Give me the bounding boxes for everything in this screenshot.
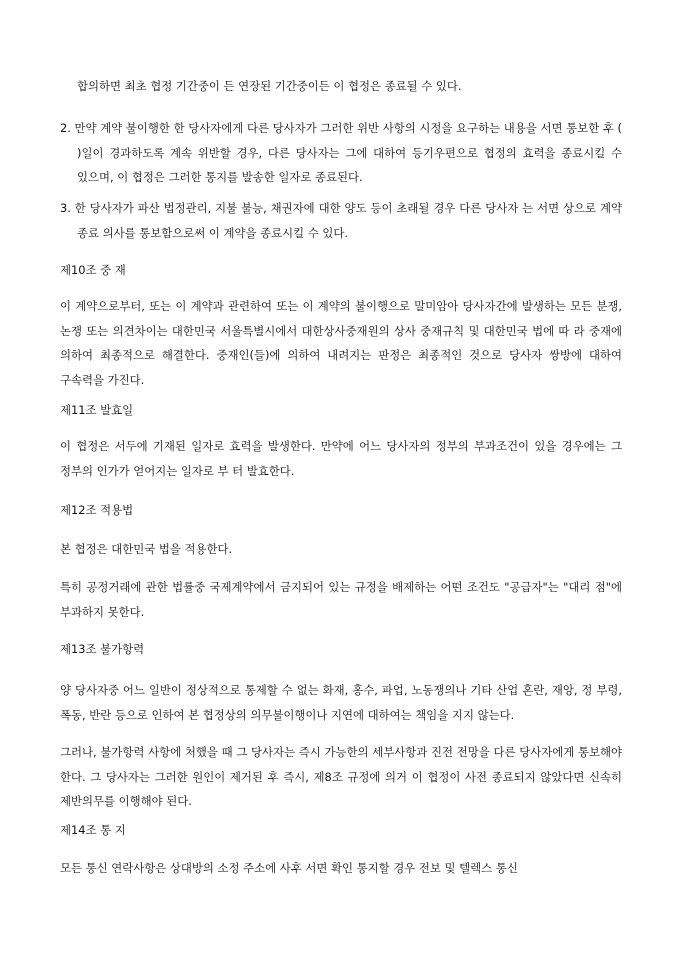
article-12-body-1: [60, 537, 622, 562]
article-12-title: 제12조 적용법: [60, 503, 134, 517]
article-13-text-2: 그러나, 불가항력 사항에 처했을 때 그 당사자는 즉시 가능한의 세부사항과 진전 전망을 다른 당사자에게 통보해야 한다. 그 당사자는 그러한 원인이 제거된 후 즉시, 제8조 규정에 의거 이 협정이 사전 종료되지 않았다면 신속히 제반의무를 이행해야 된다.: [60, 745, 622, 808]
article-14-text: 모든 통신 연락사항은 상대방의 소정 주소에 사후 서면 확인 통지할 경우 전보 및 텔렉스 통신: [60, 861, 518, 875]
article-11-body: [60, 434, 622, 483]
article-10-body: [60, 294, 622, 392]
article-12-heading: [60, 498, 622, 522]
article-13-text-1: 양 당사자중 어느 일반이 정상적으로 통제할 수 없는 화재, 홍수, 파업, 노동쟁의나 기타 산업 혼란, 재앙, 정 부령, 폭동, 반란 등으로 인하여 본 협정상의 의무불이행이나 지연에 대하여는 책임을 지지 않는다.: [60, 683, 622, 722]
article-13-title: 제13조 불가항력: [60, 642, 145, 656]
article-10-heading: [60, 258, 622, 282]
termination-continuation: [60, 74, 622, 99]
article-12-text-2: 특히 공정거래에 관한 법률중 국제계약에서 금지되어 있는 규정을 배제하는 어떤 조건도 "공급자"는 "대리 점"에 부과하지 못한다.: [60, 580, 622, 619]
article-13-heading: [60, 637, 622, 661]
article-13-body-2: [60, 740, 622, 814]
article-12-text-1: 본 협정은 대한민국 법을 적용한다.: [60, 542, 233, 556]
article-14-title: 제14조 통 지: [60, 823, 126, 837]
article-14-body: [60, 856, 622, 881]
article-11-text: 이 협정은 서두에 기재된 일자로 효력을 발생한다. 만약에 어느 당사자의 정부의 부과조건이 있을 경우에는 그 정부의 인가가 얻어지는 일자로 부 터 발효한다.: [60, 439, 622, 478]
article-10-title: 제10조 중 재: [60, 263, 126, 277]
article-11-title: 제11조 발효일: [60, 403, 134, 417]
article-11-heading: [60, 398, 622, 422]
continuation-text: 합의하면 최초 협정 기간중이 든 연장된 기간중이든 이 협정은 종료될 수 있다.: [77, 79, 462, 93]
termination-item-2: [60, 116, 622, 190]
item-2-text: 2. 만약 계약 불이행한 한 당사자에게 다른 당사자가 그러한 위반 사항의 시정을 요구하는 내용을 서면 통보한 후 ( )일이 경과하도록 계속 위반할 경우, 다른 당사자는 그에 대하여 등기우편으로 협정의 효력을 종료시킬 수 있으며, 이 협정은 그러한 통지를 발송한 일자로 종료된다.: [60, 121, 622, 184]
item-3-text: 3. 한 당사자가 파산 법정관리, 지불 불능, 채권자에 대한 양도 등이 초래될 경우 다른 당사자 는 서면 상으로 계약 종료 의사를 통보함으로써 이 계약을 종료시킬 수 있다.: [60, 201, 622, 240]
article-10-text: 이 계약으로부터, 또는 이 계약과 관련하여 또는 이 계약의 불이행으로 말미암아 당사자간에 발생하는 모든 분쟁, 논쟁 또는 의견차이는 대한민국 서울특별시에서 대한상사중재원의 상사 중재규칙 및 대한민국 법에 따 라 중재에 의하여 최종적으로 해결한다. 중재인(들)에 의하여 내려지는 판정은 최종적인 것으로 당사자 쌍방에 대하여 구속력을 가진다.: [60, 299, 622, 387]
article-12-body-2: [60, 575, 622, 624]
article-13-body-1: [60, 678, 622, 727]
termination-item-3: [60, 196, 622, 245]
article-14-heading: [60, 818, 622, 842]
